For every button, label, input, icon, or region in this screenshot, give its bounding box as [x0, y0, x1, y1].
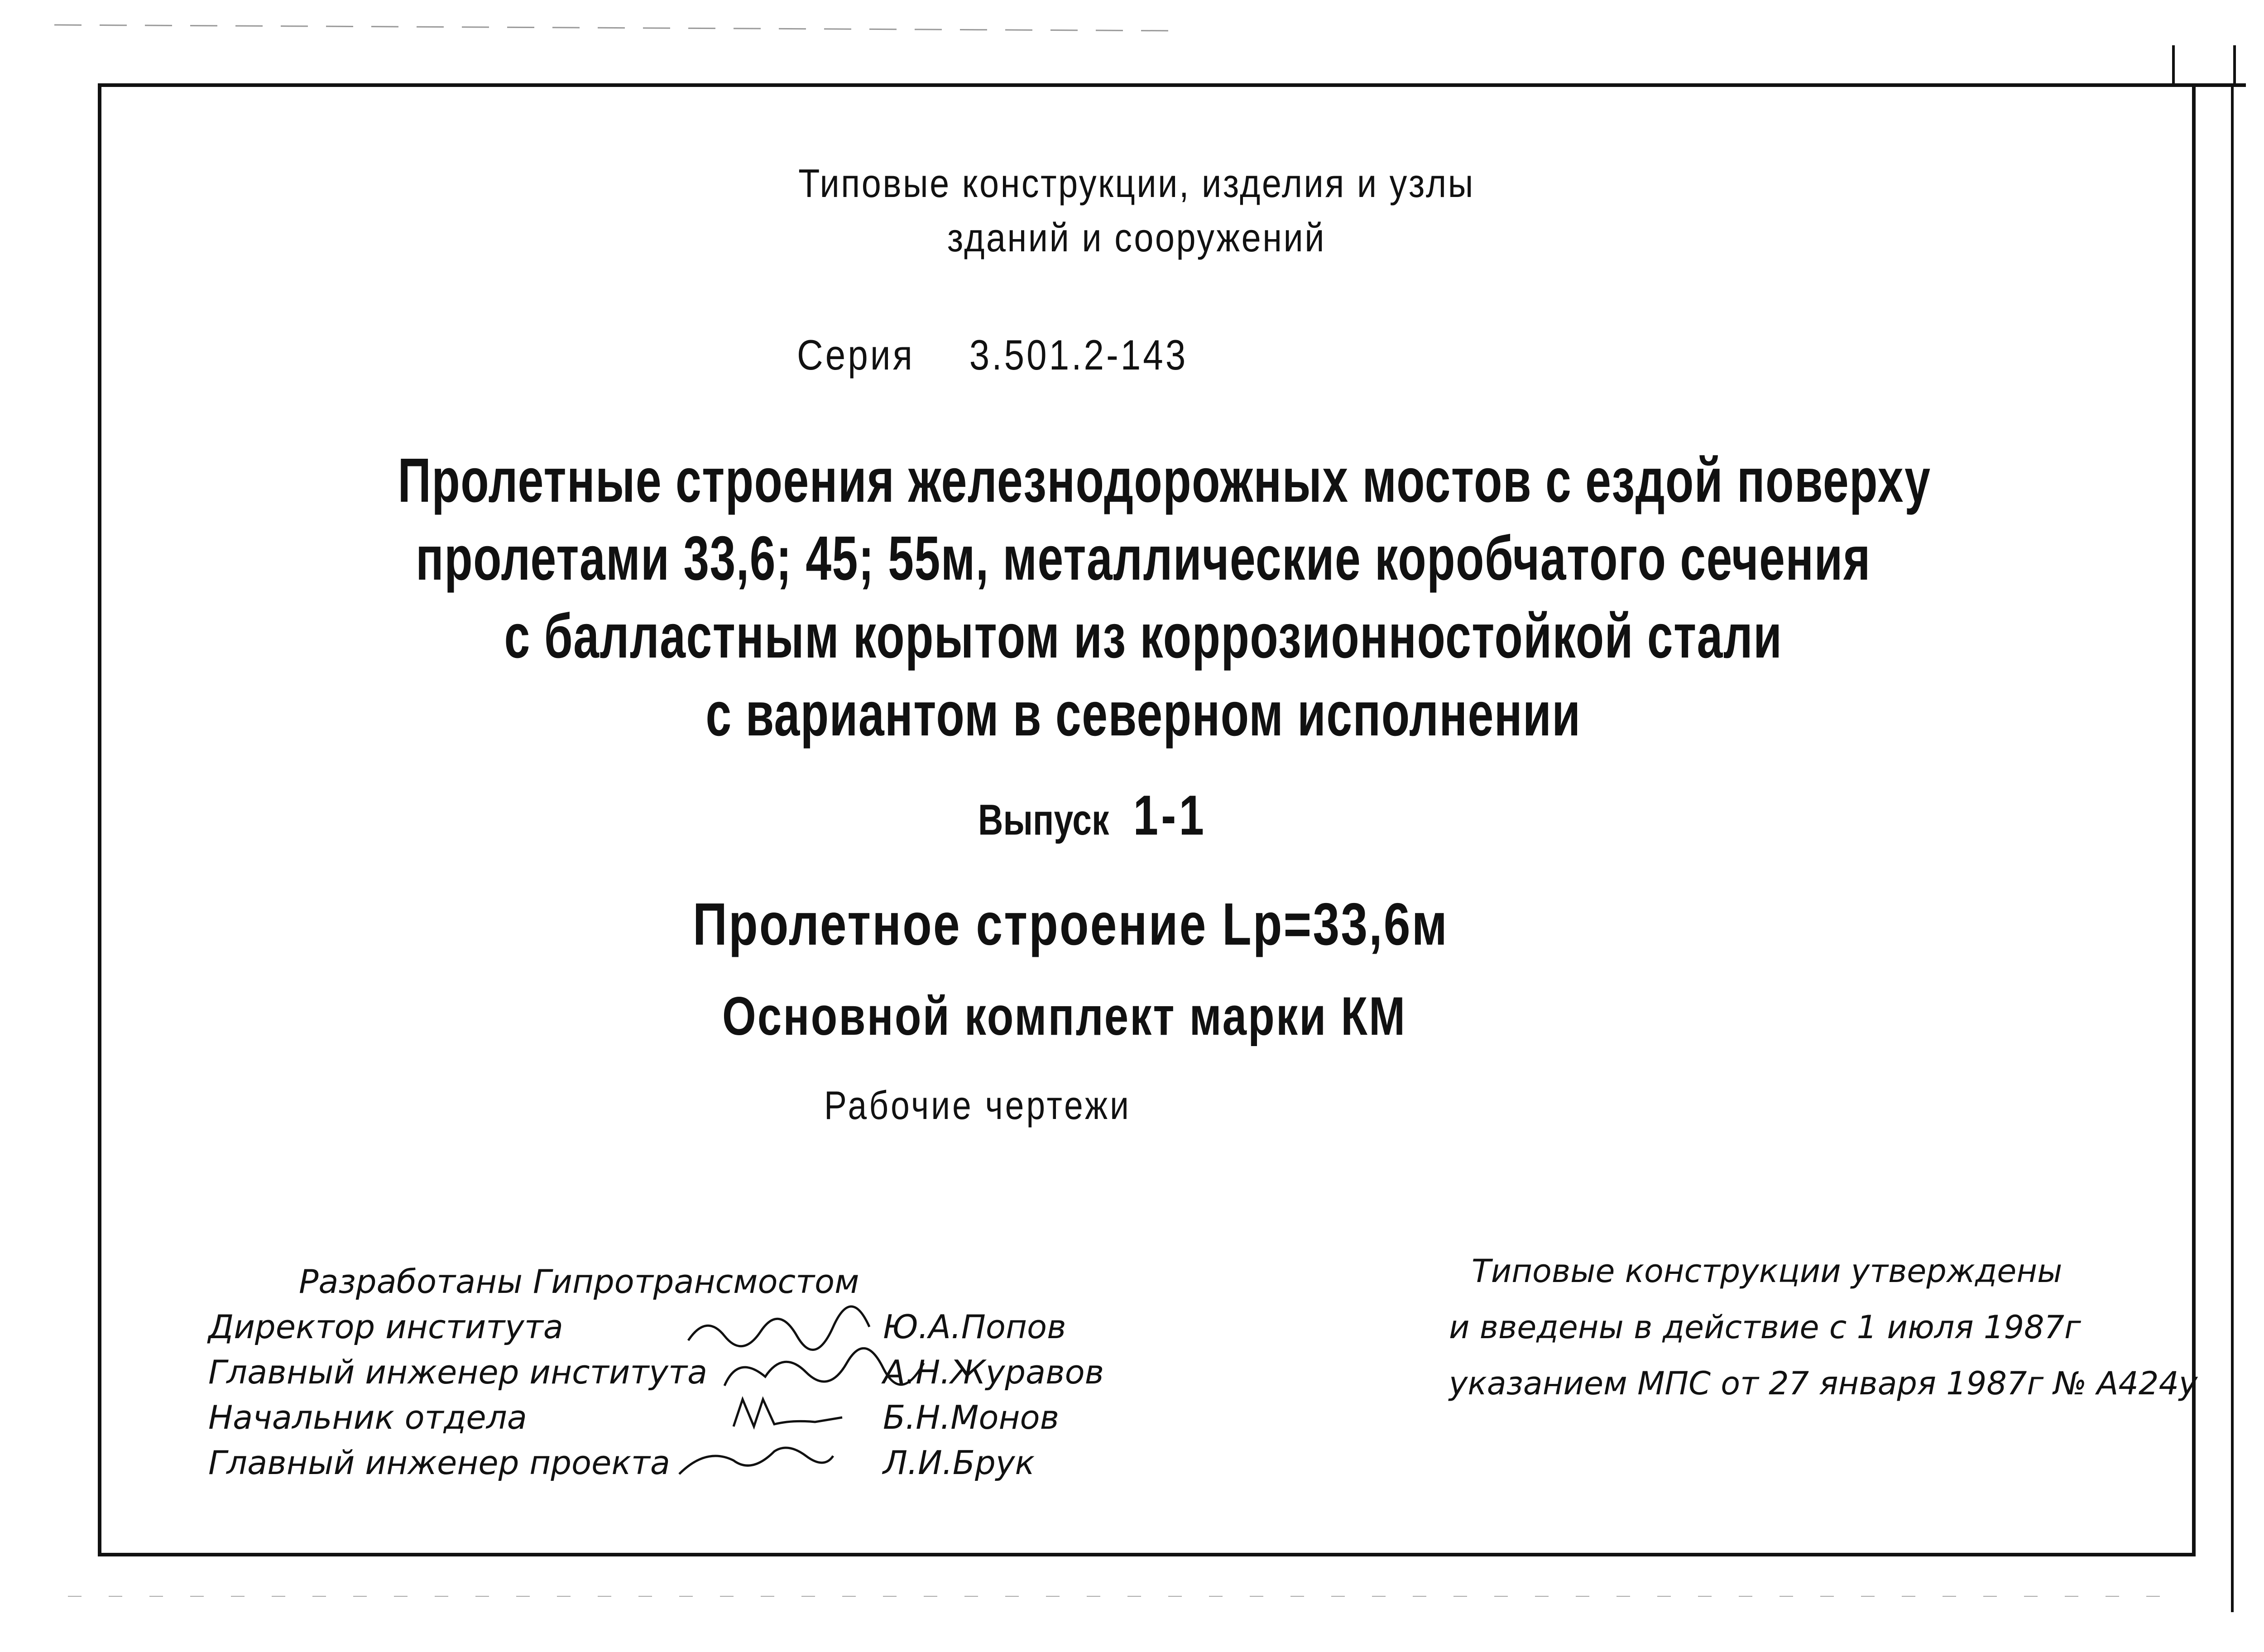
drawings-label: Рабочие чертежи [824, 1083, 1131, 1128]
series-row [797, 331, 1188, 379]
main-title [136, 442, 2151, 753]
credit-row [208, 1349, 1104, 1395]
issue-row [978, 783, 1207, 848]
credits-header: Разработаны Гипротрансмостом [299, 1263, 859, 1301]
kit-title: Основной комплект марки КМ [722, 986, 1407, 1047]
title-line-1: Пролетные строения железнодорожных мостов с ездой поверху [398, 446, 1931, 515]
approval-block [1449, 1243, 2197, 1412]
credit-row [208, 1440, 1104, 1485]
signature-slot [711, 1395, 883, 1440]
signature-slot [711, 1349, 883, 1395]
credit-row [208, 1304, 1104, 1349]
credits-block [208, 1259, 1104, 1485]
signature-slot [711, 1304, 883, 1349]
credit-name: Б.Н.Монов [883, 1398, 1060, 1436]
approval-line-1: Типовые конструкции утверждены [1472, 1253, 2063, 1290]
title-line-4: с вариантом в северном исполнении [705, 679, 1581, 749]
series-number: 3.501.2-143 [969, 331, 1188, 379]
approval-line-3: указанием МПС от 27 января 1987г № А424у [1449, 1365, 2198, 1402]
header-block [224, 156, 2049, 265]
title-line-3: с балластным корытом из коррозионностойкой стали [504, 601, 1783, 671]
credit-name: Л.И.Брук [883, 1444, 1035, 1482]
title-line-2: пролетами 33,6; 45; 55м, металлические коробчатого сечения [416, 523, 1871, 593]
header-line-1: Типовые конструкции, изделия и узлы [798, 161, 1475, 206]
credit-role: Начальник отдела [208, 1398, 527, 1436]
credit-role: Главный инженер проекта [208, 1444, 670, 1482]
structure-title: Пролетное строение Lp=33,6м [693, 891, 1449, 957]
series-label: Серия [797, 331, 915, 379]
issue-number: 1-1 [1133, 784, 1207, 847]
credit-name: Ю.А.Попов [883, 1308, 1066, 1346]
issue-label: Выпуск [978, 796, 1109, 844]
signature-slot [711, 1440, 883, 1485]
scan-edge-top [54, 25, 1177, 31]
header-line-2: зданий и сооружений [947, 215, 1326, 260]
credit-row [208, 1395, 1104, 1440]
credit-role: Главный инженер института [208, 1353, 708, 1391]
approval-line-2: и введены в действие с 1 июля 1987г [1449, 1309, 2081, 1346]
credit-name: А.Н.Журавов [883, 1353, 1104, 1391]
credit-role: Директор института [208, 1308, 563, 1346]
